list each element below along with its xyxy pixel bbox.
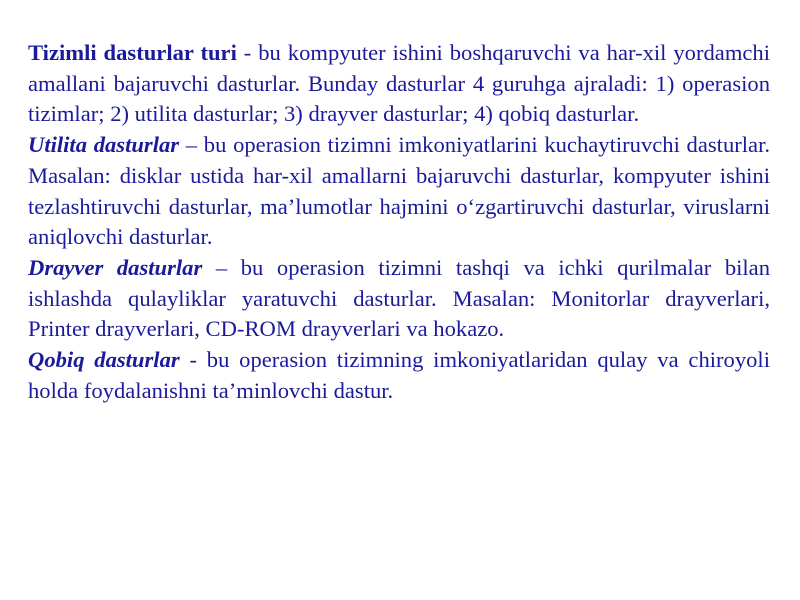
paragraph-shell-software — [28, 345, 770, 406]
separator: - — [179, 347, 207, 373]
separator: – — [202, 254, 241, 280]
separator: – — [179, 132, 204, 158]
term-utility-software: Utilita dasturlar — [28, 132, 180, 158]
paragraph-driver-software — [28, 253, 770, 345]
term-driver-software: Drayver dasturlar — [28, 254, 203, 280]
term-shell-software: Qobiq dasturlar — [28, 347, 180, 373]
definition-utility-software: bu operasion tizimni imkoniyatlarini kuchaytiruvchi dasturlar. Masalan: disklar ustida har-xil amallarni bajaruvchi dasturlar, kompyuter ishini tezlashtiruvchi dasturlar, ma’lumotlar hajmini o‘zgartiruvchi dasturlar, viruslarni aniqlovchi dasturlar. — [28, 132, 770, 250]
definition-shell-software: bu operasion tizimning imkoniyatlaridan qulay va chiroyoli holda foydalanishni ta’minlovchi dastur. — [28, 347, 770, 403]
paragraph-utility-software — [28, 130, 770, 253]
term-system-software: Tizimli dasturlar turi — [28, 40, 237, 65]
separator: - — [236, 40, 259, 65]
definition-driver-software: bu operasion tizimni tashqi va ichki qurilmalar bilan ishlashda qulayliklar yaratuvchi dasturlar. Masalan: Monitorlar drayverlari, Printer drayverlari, CD-ROM drayverlari va hokazo. — [28, 254, 771, 342]
paragraph-system-software — [28, 38, 770, 130]
definition-system-software: bu kompyuter ishini boshqaruvchi va har-xil yordamchi amallani bajaruvchi dasturlar. Bunday dasturlar 4 guruhga ajraladi: 1) operasion tizimlar; 2) utilita dasturlar; 3) drayver dasturlar; 4) qobiq dasturlar. — [28, 40, 770, 127]
